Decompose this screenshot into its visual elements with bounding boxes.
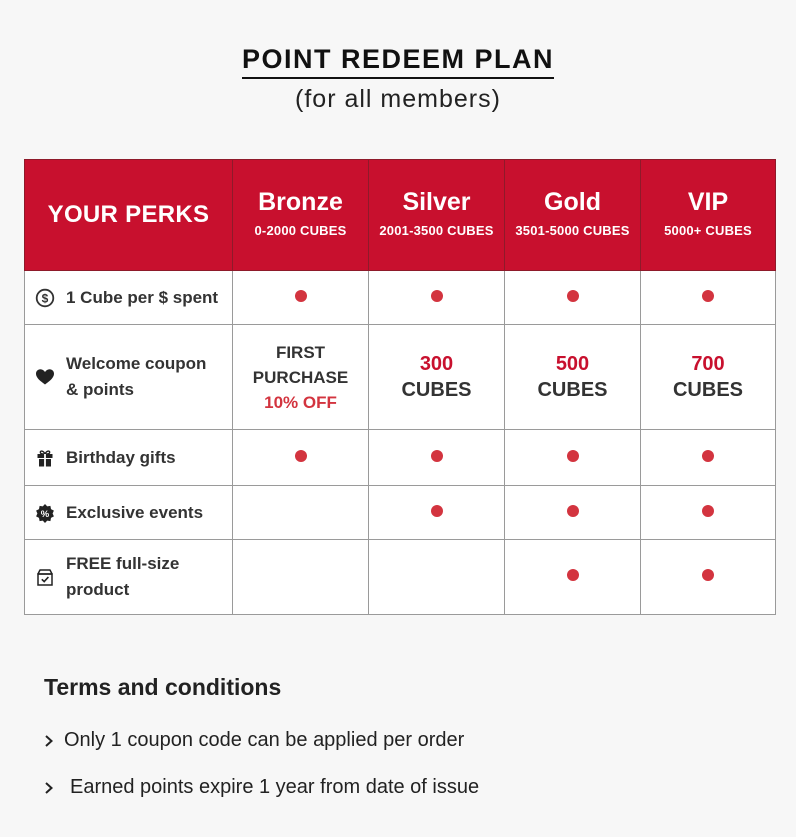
perk-label-cell: [25, 486, 233, 540]
perk-label-line: FREE full-size: [66, 554, 180, 573]
heart-icon: [35, 367, 55, 387]
svg-text:$: $: [41, 290, 49, 305]
dollar-coin-icon: [35, 288, 55, 308]
terms-item-text: Only 1 coupon code can be applied per order: [64, 729, 465, 751]
bronze-cell: [233, 271, 369, 325]
perk-row-cube-per-dollar: [25, 271, 776, 325]
terms-section: [44, 674, 480, 798]
included-dot: [702, 569, 714, 581]
cubes-value: 500: [555, 353, 590, 375]
vip-cell: [641, 486, 776, 540]
tier-range: 0-2000 CUBES: [254, 223, 347, 238]
vip-cell: [641, 325, 776, 430]
terms-item: [44, 776, 479, 799]
bronze-cell: [233, 540, 369, 615]
included-dot: [431, 290, 443, 302]
included-dot: [567, 505, 579, 517]
included-dot: [567, 569, 579, 581]
tier-header-bronze: [233, 160, 369, 271]
bronze-cell: [233, 486, 369, 540]
tier-range: 3501-5000 CUBES: [515, 223, 630, 238]
terms-heading: Terms and conditions: [44, 674, 282, 700]
gold-cell: [505, 325, 641, 430]
tier-range: 5000+ CUBES: [664, 223, 752, 238]
welcome-cubes: [369, 351, 504, 403]
perk-label-line: product: [66, 580, 130, 599]
box-check-icon: [35, 567, 55, 587]
svg-text:%: %: [40, 508, 50, 520]
gold-cell: [505, 271, 641, 325]
bronze-cell: [233, 430, 369, 486]
tier-header-gold: [505, 160, 641, 271]
vip-cell: [641, 540, 776, 615]
cubes-unit: CUBES: [401, 379, 472, 401]
perk-label: [66, 351, 206, 403]
gold-cell: [505, 430, 641, 486]
perk-row-welcome: [25, 325, 776, 430]
table-header-row: [25, 160, 776, 271]
page-header: [0, 44, 796, 114]
welcome-cubes: [641, 351, 775, 403]
gold-cell: [505, 540, 641, 615]
offer-discount: 10% OFF: [264, 392, 337, 412]
offer-line: FIRST: [275, 342, 326, 362]
perk-label-cell: [25, 325, 233, 430]
vip-cell: [641, 271, 776, 325]
cubes-unit: CUBES: [672, 379, 743, 401]
first-purchase-offer: [233, 340, 368, 415]
bronze-cell: [233, 325, 369, 430]
offer-line: PURCHASE: [252, 367, 349, 387]
tier-name: Silver: [402, 188, 471, 216]
perk-row-free-product: [25, 540, 776, 615]
cubes-unit: CUBES: [537, 379, 608, 401]
silver-cell: [369, 540, 505, 615]
perk-label: [66, 551, 179, 603]
badge-percent-icon: [35, 503, 55, 523]
page-subtitle: (for all members): [295, 85, 501, 113]
silver-cell: [369, 325, 505, 430]
welcome-cubes: [505, 351, 640, 403]
silver-cell: [369, 271, 505, 325]
included-dot: [702, 450, 714, 462]
chevron-right-icon: [44, 733, 58, 749]
perk-label-cell: [25, 430, 233, 486]
included-dot: [567, 290, 579, 302]
perk-label: Exclusive events: [66, 502, 204, 522]
perk-label-line: & points: [66, 380, 134, 399]
silver-cell: [369, 486, 505, 540]
perk-label-line: Welcome coupon: [66, 354, 207, 373]
perk-row-birthday: [25, 430, 776, 486]
perk-label-cell: [25, 271, 233, 325]
gold-cell: [505, 486, 641, 540]
vip-cell: [641, 430, 776, 486]
chevron-right-icon: [44, 780, 58, 796]
perk-row-events: [25, 486, 776, 540]
tier-name: VIP: [687, 188, 729, 216]
silver-cell: [369, 430, 505, 486]
terms-item: [44, 729, 464, 752]
included-dot: [431, 450, 443, 462]
page-title: POINT REDEEM PLAN: [242, 44, 554, 79]
tier-header-silver: [369, 160, 505, 271]
tier-header-vip: [641, 160, 776, 271]
tier-name: Bronze: [258, 188, 343, 216]
tier-range: 2001-3500 CUBES: [379, 223, 494, 238]
cubes-value: 300: [419, 353, 454, 375]
cubes-value: 700: [691, 353, 725, 375]
included-dot: [567, 450, 579, 462]
terms-item-text: Earned points expire 1 year from date of issue: [70, 776, 480, 798]
tier-name: Gold: [544, 188, 601, 216]
included-dot: [295, 450, 307, 462]
perks-column-header: YOUR PERKS: [25, 160, 233, 271]
included-dot: [702, 505, 714, 517]
perks-table: [24, 159, 776, 615]
perk-label: Birthday gifts: [66, 447, 176, 467]
included-dot: [295, 290, 307, 302]
perk-label: 1 Cube per $ spent: [66, 287, 219, 307]
included-dot: [431, 505, 443, 517]
perk-label-cell: [25, 540, 233, 615]
gift-icon: [35, 448, 55, 468]
included-dot: [702, 290, 714, 302]
